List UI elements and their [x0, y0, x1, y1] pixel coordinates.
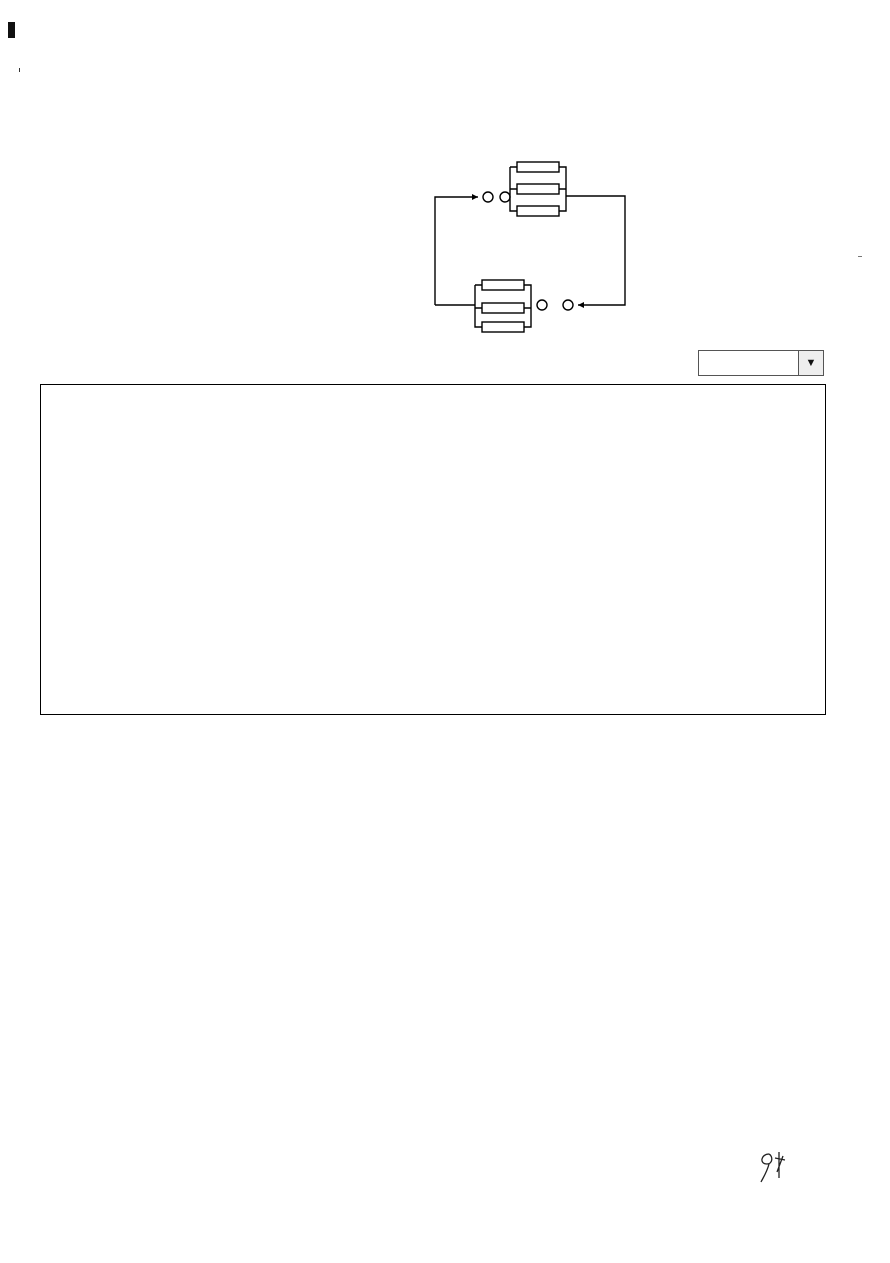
s1-channel	[482, 322, 524, 332]
scan-dot	[19, 68, 20, 72]
chart-frame	[41, 385, 826, 715]
s1-channel	[482, 280, 524, 290]
dropdown-arrow-icon[interactable]: ▼	[798, 351, 823, 375]
probability-chart	[40, 384, 826, 715]
scan-mark	[8, 22, 15, 38]
s1-channel	[482, 303, 524, 313]
scan-dash	[858, 256, 862, 257]
s2-channel	[517, 162, 559, 172]
s2-channel	[517, 184, 559, 194]
handwritten-page-number	[755, 1148, 795, 1188]
system-diagram	[430, 140, 630, 365]
s2-channel	[517, 206, 559, 216]
state-select[interactable]	[698, 350, 824, 376]
